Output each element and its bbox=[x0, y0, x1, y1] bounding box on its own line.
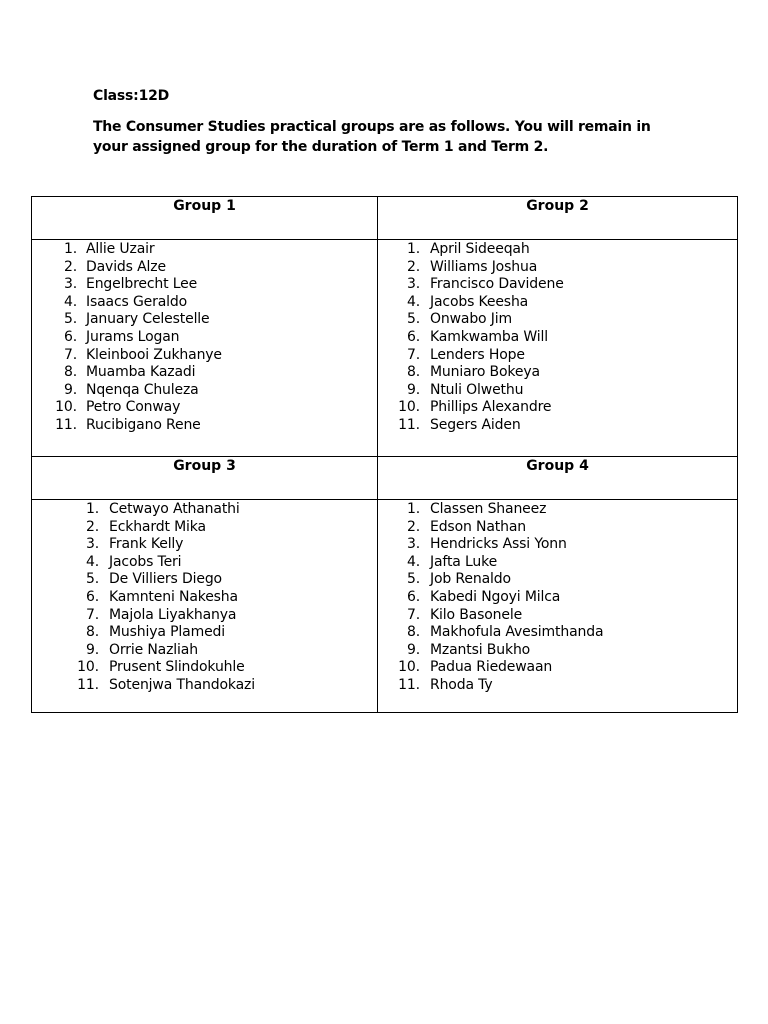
list-item-number: 2. bbox=[85, 518, 99, 535]
group-3-title: Group 3 bbox=[173, 458, 236, 474]
group-4-list bbox=[0, 501, 737, 695]
list-item-name: Segers Aiden bbox=[430, 416, 521, 433]
list-item-number: 11. bbox=[398, 416, 420, 433]
list-item-number: 7. bbox=[63, 346, 77, 363]
list-item-number: 8. bbox=[63, 364, 77, 381]
list-item-number: 11. bbox=[55, 416, 77, 433]
table-list-row bbox=[32, 500, 738, 713]
list-item-number: 6. bbox=[63, 328, 77, 345]
group-4-title: Group 4 bbox=[526, 458, 589, 474]
list-item-number: 10. bbox=[55, 399, 77, 416]
list-item bbox=[0, 659, 737, 677]
group-3-header bbox=[32, 457, 378, 500]
list-item-number: 3. bbox=[63, 276, 77, 293]
list-item-number: 9. bbox=[406, 381, 420, 398]
list-item-number: 5. bbox=[406, 571, 420, 588]
list-item-name: Frank Kelly bbox=[109, 536, 184, 553]
group-1-header bbox=[32, 197, 378, 240]
list-item-number: 4. bbox=[406, 293, 420, 310]
groups-table bbox=[31, 196, 738, 713]
list-item-name: Classen Shaneez bbox=[430, 501, 547, 517]
list-item-number: 8. bbox=[406, 624, 420, 641]
list-item-name: Nqenqa Chuleza bbox=[86, 381, 199, 398]
list-item-name: Orrie Nazliah bbox=[109, 641, 198, 658]
list-item-number: 7. bbox=[406, 606, 420, 623]
list-item-number: 5. bbox=[63, 311, 77, 328]
list-item-number: 1. bbox=[406, 501, 420, 517]
list-item-number: 4. bbox=[85, 553, 99, 570]
list-item-name: Prusent Slindokuhle bbox=[109, 659, 245, 676]
list-item-name: Muniaro Bokeya bbox=[430, 364, 540, 381]
list-item-name: Rucibigano Rene bbox=[86, 416, 201, 433]
list-item bbox=[0, 589, 737, 607]
list-item-name: Williams Joshua bbox=[430, 258, 538, 275]
list-item-number: 10. bbox=[77, 659, 99, 676]
group-2-cell bbox=[378, 240, 738, 457]
list-item-number: 5. bbox=[85, 571, 99, 588]
list-item-number: 7. bbox=[85, 606, 99, 623]
list-item-number: 11. bbox=[398, 676, 420, 693]
list-item bbox=[0, 607, 737, 625]
list-item-number: 10. bbox=[398, 659, 420, 676]
list-item-number: 7. bbox=[406, 346, 420, 363]
list-item bbox=[0, 677, 737, 695]
list-item-number: 1. bbox=[85, 501, 99, 517]
list-item-name: Kamkwamba Will bbox=[430, 328, 548, 345]
list-item bbox=[0, 536, 737, 554]
list-item-number: 4. bbox=[63, 293, 77, 310]
list-item-name: Onwabo Jim bbox=[430, 311, 512, 328]
list-item-number: 6. bbox=[406, 588, 420, 605]
list-item-name: Hendricks Assi Yonn bbox=[430, 536, 567, 553]
group-1-title: Group 1 bbox=[173, 198, 236, 214]
list-item bbox=[0, 294, 737, 312]
list-item bbox=[0, 417, 737, 435]
list-item-name: Cetwayo Athanathi bbox=[109, 501, 240, 517]
list-item-number: 6. bbox=[85, 588, 99, 605]
list-item bbox=[0, 624, 737, 642]
list-item-name: Makhofula Avesimthanda bbox=[430, 624, 604, 641]
list-item-number: 4. bbox=[406, 553, 420, 570]
list-item-number: 3. bbox=[406, 276, 420, 293]
list-item-number: 3. bbox=[85, 536, 99, 553]
list-item bbox=[0, 382, 737, 400]
list-item bbox=[0, 329, 737, 347]
list-item-number: 8. bbox=[85, 624, 99, 641]
list-item-name: Mushiya Plamedi bbox=[109, 624, 226, 641]
list-item-number: 11. bbox=[77, 676, 99, 693]
list-item-name: Jurams Logan bbox=[86, 328, 180, 345]
list-item bbox=[0, 399, 737, 417]
list-item bbox=[0, 554, 737, 572]
list-item-name: Lenders Hope bbox=[430, 346, 525, 363]
list-item-name: Padua Riedewaan bbox=[430, 659, 553, 676]
list-item bbox=[0, 276, 737, 294]
list-item-number: 3. bbox=[406, 536, 420, 553]
list-item bbox=[0, 241, 737, 259]
list-item-name: Kilo Basonele bbox=[430, 606, 523, 623]
list-item-name: Job Renaldo bbox=[430, 571, 511, 588]
list-item-name: Jacobs Teri bbox=[109, 553, 182, 570]
list-item-name: Majola Liyakhanya bbox=[109, 606, 237, 623]
table-list-row bbox=[32, 240, 738, 457]
list-item-name: Engelbrecht Lee bbox=[86, 276, 198, 293]
list-item-name: De Villiers Diego bbox=[109, 571, 222, 588]
list-item-number: 10. bbox=[398, 399, 420, 416]
list-item-name: Sotenjwa Thandokazi bbox=[109, 676, 255, 693]
list-item-name: Allie Uzair bbox=[86, 241, 155, 257]
list-item-name: January Celestelle bbox=[86, 311, 210, 328]
list-item-number: 2. bbox=[63, 258, 77, 275]
list-item-number: 9. bbox=[85, 641, 99, 658]
list-item-name: Isaacs Geraldo bbox=[86, 293, 188, 310]
group-4-header bbox=[378, 457, 738, 500]
list-item bbox=[0, 311, 737, 329]
list-item-number: 1. bbox=[406, 241, 420, 257]
list-item-name: Mzantsi Bukho bbox=[430, 641, 531, 658]
list-item-name: Kamnteni Nakesha bbox=[109, 588, 238, 605]
list-item-name: Edson Nathan bbox=[430, 518, 526, 535]
list-item-name: Petro Conway bbox=[86, 399, 181, 416]
list-item-number: 8. bbox=[406, 364, 420, 381]
list-item-name: Kleinbooi Zukhanye bbox=[86, 346, 222, 363]
list-item-name: April Sideeqah bbox=[430, 241, 530, 257]
list-item-name: Phillips Alexandre bbox=[430, 399, 552, 416]
table-header-row bbox=[32, 457, 738, 500]
list-item-number: 1. bbox=[63, 241, 77, 257]
list-item bbox=[0, 571, 737, 589]
list-item bbox=[0, 347, 737, 365]
list-item-name: Davids Alze bbox=[86, 258, 166, 275]
list-item-number: 9. bbox=[63, 381, 77, 398]
group-2-list bbox=[0, 241, 737, 435]
list-item-name: Muamba Kazadi bbox=[86, 364, 196, 381]
group-2-header bbox=[378, 197, 738, 240]
table-header-row bbox=[32, 197, 738, 240]
list-item bbox=[0, 501, 737, 519]
list-item-name: Ntuli Olwethu bbox=[430, 381, 524, 398]
list-item-name: Francisco Davidene bbox=[430, 276, 564, 293]
intro-text: The Consumer Studies practical groups are as follows. You will remain in your assigned group for the duration of Term 1 and Term 2. bbox=[93, 119, 651, 155]
list-item-name: Jacobs Keesha bbox=[430, 293, 529, 310]
list-item-name: Eckhardt Mika bbox=[109, 518, 206, 535]
list-item-name: Jafta Luke bbox=[430, 553, 498, 570]
list-item-name: Kabedi Ngoyi Milca bbox=[430, 588, 561, 605]
list-item-number: 2. bbox=[406, 518, 420, 535]
list-item-number: 2. bbox=[406, 258, 420, 275]
list-item bbox=[0, 364, 737, 382]
class-label: Class:12D bbox=[93, 88, 170, 104]
list-item bbox=[0, 259, 737, 277]
list-item-number: 6. bbox=[406, 328, 420, 345]
list-item bbox=[0, 642, 737, 660]
group-2-title: Group 2 bbox=[526, 198, 589, 214]
list-item bbox=[0, 519, 737, 537]
group-4-cell bbox=[378, 500, 738, 713]
list-item-number: 5. bbox=[406, 311, 420, 328]
list-item-number: 9. bbox=[406, 641, 420, 658]
list-item-name: Rhoda Ty bbox=[430, 676, 493, 693]
